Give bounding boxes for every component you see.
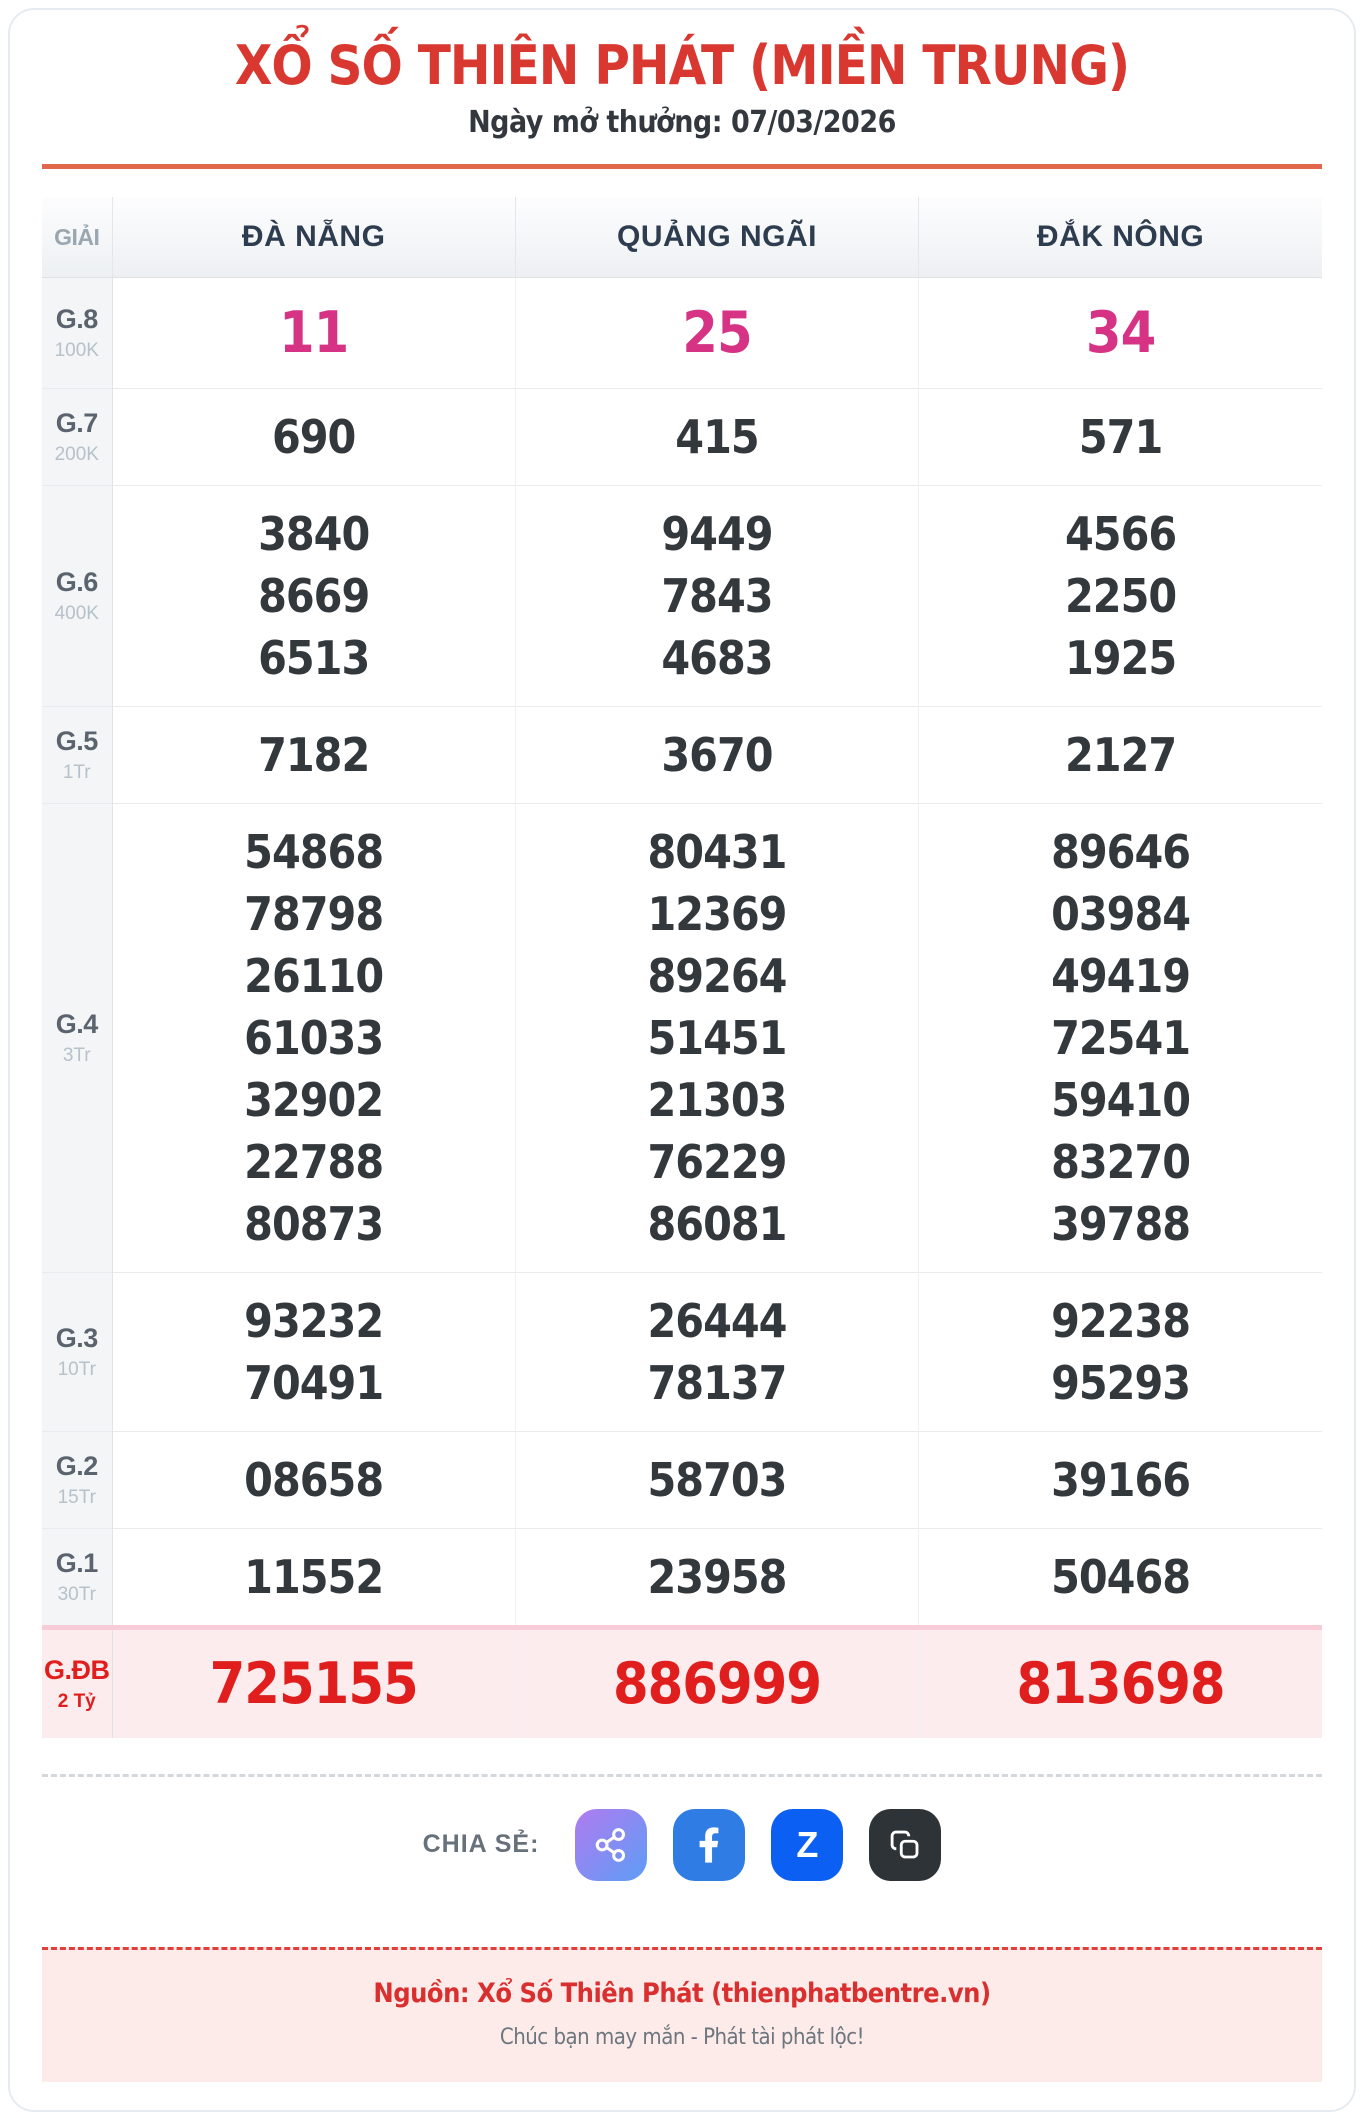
result-number: 1925 bbox=[1064, 630, 1177, 685]
result-number: 415 bbox=[675, 409, 759, 464]
result-number: 78137 bbox=[647, 1355, 787, 1410]
prize-row-g2 bbox=[42, 1431, 1322, 1528]
zalo-share-button[interactable] bbox=[771, 1809, 843, 1881]
accent-divider bbox=[42, 164, 1322, 169]
result-number: 83270 bbox=[1051, 1134, 1191, 1189]
prize-name: G.6 bbox=[55, 566, 98, 597]
prize-label-g1 bbox=[42, 1528, 112, 1627]
prize-row-g6 bbox=[42, 485, 1322, 706]
result-cell-g8-da-nang bbox=[112, 277, 515, 388]
result-cell-g1-da-nang bbox=[112, 1528, 515, 1627]
share-button[interactable] bbox=[575, 1809, 647, 1881]
share-nodes-icon bbox=[592, 1826, 630, 1864]
facebook-icon bbox=[698, 1827, 720, 1863]
prize-label-g6 bbox=[42, 485, 112, 706]
result-number: 2127 bbox=[1064, 727, 1177, 782]
result-number: 690 bbox=[271, 409, 356, 464]
result-number: 39788 bbox=[1051, 1196, 1191, 1251]
result-number: 76229 bbox=[647, 1134, 787, 1189]
result-number: 3670 bbox=[661, 727, 773, 782]
prize-row-g5 bbox=[42, 706, 1322, 803]
result-number: 9449 bbox=[661, 506, 773, 561]
share-label: CHIA SẺ: bbox=[422, 1830, 540, 1859]
prize-amount: 400K bbox=[54, 602, 99, 624]
result-number: 70491 bbox=[244, 1355, 384, 1410]
column-header-da-nang: ĐÀ NẴNG bbox=[112, 197, 515, 277]
column-header-quang-ngai: QUẢNG NGÃI bbox=[515, 197, 918, 277]
prize-row-g1 bbox=[42, 1528, 1322, 1627]
prize-name: G.ĐB bbox=[44, 1654, 110, 1685]
result-cell-g3-quang-ngai bbox=[515, 1272, 918, 1431]
prize-label-g7 bbox=[42, 388, 112, 485]
result-number: 49419 bbox=[1051, 948, 1191, 1003]
result-number: 25 bbox=[682, 299, 752, 366]
result-number: 3840 bbox=[258, 506, 370, 561]
prize-name: G.1 bbox=[55, 1547, 98, 1578]
result-cell-g6-da-nang bbox=[112, 485, 515, 706]
result-number: 26444 bbox=[647, 1293, 787, 1348]
copy-icon bbox=[887, 1827, 923, 1863]
result-number: 89646 bbox=[1051, 824, 1191, 879]
copy-button[interactable] bbox=[869, 1809, 941, 1881]
result-cell-gdb-dak-nong bbox=[919, 1627, 1322, 1738]
prize-row-g8 bbox=[42, 277, 1322, 388]
result-cell-g7-da-nang bbox=[112, 388, 515, 485]
results-table bbox=[42, 197, 1322, 1738]
result-cell-g1-quang-ngai bbox=[515, 1528, 918, 1627]
footer-source: Nguồn: Xổ Số Thiên Phát (thienphatbentre.vn) bbox=[373, 1977, 991, 2009]
result-cell-g3-da-nang bbox=[112, 1272, 515, 1431]
result-card bbox=[8, 8, 1356, 2112]
result-number: 21303 bbox=[647, 1072, 787, 1127]
page-title: XỔ SỐ THIÊN PHÁT (MIỀN TRUNG) bbox=[234, 34, 1130, 97]
result-number: 34 bbox=[1085, 299, 1156, 366]
prize-name: G.5 bbox=[55, 725, 98, 756]
prize-label-gdb bbox=[42, 1627, 112, 1738]
result-number: 80873 bbox=[244, 1196, 384, 1251]
result-cell-g6-quang-ngai bbox=[515, 485, 918, 706]
prize-amount: 200K bbox=[54, 443, 99, 465]
prize-label-g4 bbox=[42, 803, 112, 1272]
result-number: 08658 bbox=[244, 1452, 384, 1507]
prize-label-g8 bbox=[42, 277, 112, 388]
result-cell-g2-dak-nong bbox=[919, 1431, 1322, 1528]
prize-name: G.8 bbox=[55, 303, 98, 334]
result-cell-g5-quang-ngai bbox=[515, 706, 918, 803]
result-number: 4683 bbox=[661, 630, 773, 685]
prize-label-g2 bbox=[42, 1431, 112, 1528]
result-cell-gdb-da-nang bbox=[112, 1627, 515, 1738]
result-cell-g2-quang-ngai bbox=[515, 1431, 918, 1528]
prize-amount: 1Tr bbox=[62, 761, 91, 783]
zalo-icon: Z bbox=[796, 1823, 819, 1865]
prize-row-g4 bbox=[42, 803, 1322, 1272]
result-number: 39166 bbox=[1051, 1452, 1191, 1507]
result-number: 86081 bbox=[647, 1196, 787, 1251]
footer-wish: Chúc bạn may mắn - Phát tài phát lộc! bbox=[499, 2024, 865, 2050]
prize-row-g7 bbox=[42, 388, 1322, 485]
prize-amount: 3Tr bbox=[62, 1044, 91, 1066]
result-cell-g4-da-nang bbox=[112, 803, 515, 1272]
prize-row-g3 bbox=[42, 1272, 1322, 1431]
facebook-share-button[interactable] bbox=[673, 1809, 745, 1881]
result-cell-g6-dak-nong bbox=[919, 485, 1322, 706]
result-cell-g7-quang-ngai bbox=[515, 388, 918, 485]
column-header-dak-nong: ĐẮK NÔNG bbox=[919, 197, 1322, 277]
result-cell-g8-dak-nong bbox=[919, 277, 1322, 388]
result-number: 12369 bbox=[647, 886, 787, 941]
result-number: 93232 bbox=[244, 1293, 384, 1348]
result-number: 78798 bbox=[244, 886, 384, 941]
prize-amount: 2 Tỷ bbox=[57, 1690, 96, 1712]
result-number: 50468 bbox=[1051, 1549, 1191, 1604]
result-number: 80431 bbox=[647, 824, 787, 879]
result-number: 23958 bbox=[647, 1549, 787, 1604]
result-number: 89264 bbox=[647, 948, 787, 1003]
result-number: 813698 bbox=[1016, 1650, 1225, 1717]
result-number: 2250 bbox=[1064, 568, 1177, 623]
prize-row-gdb bbox=[42, 1627, 1322, 1738]
result-number: 51451 bbox=[647, 1010, 787, 1065]
result-number: 95293 bbox=[1051, 1355, 1191, 1410]
prize-amount: 10Tr bbox=[57, 1358, 96, 1380]
result-number: 7843 bbox=[661, 568, 773, 623]
result-number: 03984 bbox=[1051, 886, 1191, 941]
prize-label-g3 bbox=[42, 1272, 112, 1431]
result-cell-g4-quang-ngai bbox=[515, 803, 918, 1272]
prize-name: G.4 bbox=[55, 1008, 98, 1039]
result-number: 26110 bbox=[244, 948, 384, 1003]
result-cell-g7-dak-nong bbox=[919, 388, 1322, 485]
prize-name: G.7 bbox=[55, 407, 98, 438]
column-header-prize: GIẢI bbox=[42, 197, 112, 277]
result-cell-gdb-quang-ngai bbox=[515, 1627, 918, 1738]
prize-name: G.2 bbox=[55, 1450, 98, 1481]
table-header-row bbox=[42, 197, 1322, 277]
result-cell-g1-dak-nong bbox=[919, 1528, 1322, 1627]
result-number: 7182 bbox=[258, 727, 370, 782]
prize-label-g5 bbox=[42, 706, 112, 803]
prize-amount: 30Tr bbox=[57, 1583, 96, 1605]
result-number: 6513 bbox=[258, 630, 370, 685]
share-section bbox=[42, 1774, 1322, 1881]
results-table-body bbox=[42, 277, 1322, 1738]
prize-amount: 15Tr bbox=[57, 1486, 96, 1508]
result-number: 54868 bbox=[244, 824, 384, 879]
result-number: 886999 bbox=[612, 1650, 822, 1717]
result-cell-g3-dak-nong bbox=[919, 1272, 1322, 1431]
result-cell-g2-da-nang bbox=[112, 1431, 515, 1528]
result-number: 61033 bbox=[244, 1010, 384, 1065]
result-cell-g5-dak-nong bbox=[919, 706, 1322, 803]
result-cell-g8-quang-ngai bbox=[515, 277, 918, 388]
result-number: 4566 bbox=[1064, 506, 1177, 561]
footer bbox=[42, 1947, 1322, 2082]
prize-name: G.3 bbox=[55, 1322, 98, 1353]
result-number: 11 bbox=[278, 299, 349, 366]
result-number: 571 bbox=[1078, 409, 1163, 464]
result-number: 11552 bbox=[244, 1549, 384, 1604]
result-number: 8669 bbox=[258, 568, 370, 623]
result-number: 32902 bbox=[244, 1072, 384, 1127]
draw-date: Ngày mở thưởng: 07/03/2026 bbox=[468, 105, 896, 141]
result-cell-g5-da-nang bbox=[112, 706, 515, 803]
result-number: 725155 bbox=[209, 1650, 418, 1717]
result-cell-g4-dak-nong bbox=[919, 803, 1322, 1272]
prize-amount: 100K bbox=[54, 339, 99, 361]
result-number: 92238 bbox=[1051, 1293, 1191, 1348]
result-number: 59410 bbox=[1051, 1072, 1191, 1127]
result-number: 72541 bbox=[1051, 1010, 1191, 1065]
result-number: 58703 bbox=[647, 1452, 787, 1507]
result-number: 22788 bbox=[244, 1134, 384, 1189]
